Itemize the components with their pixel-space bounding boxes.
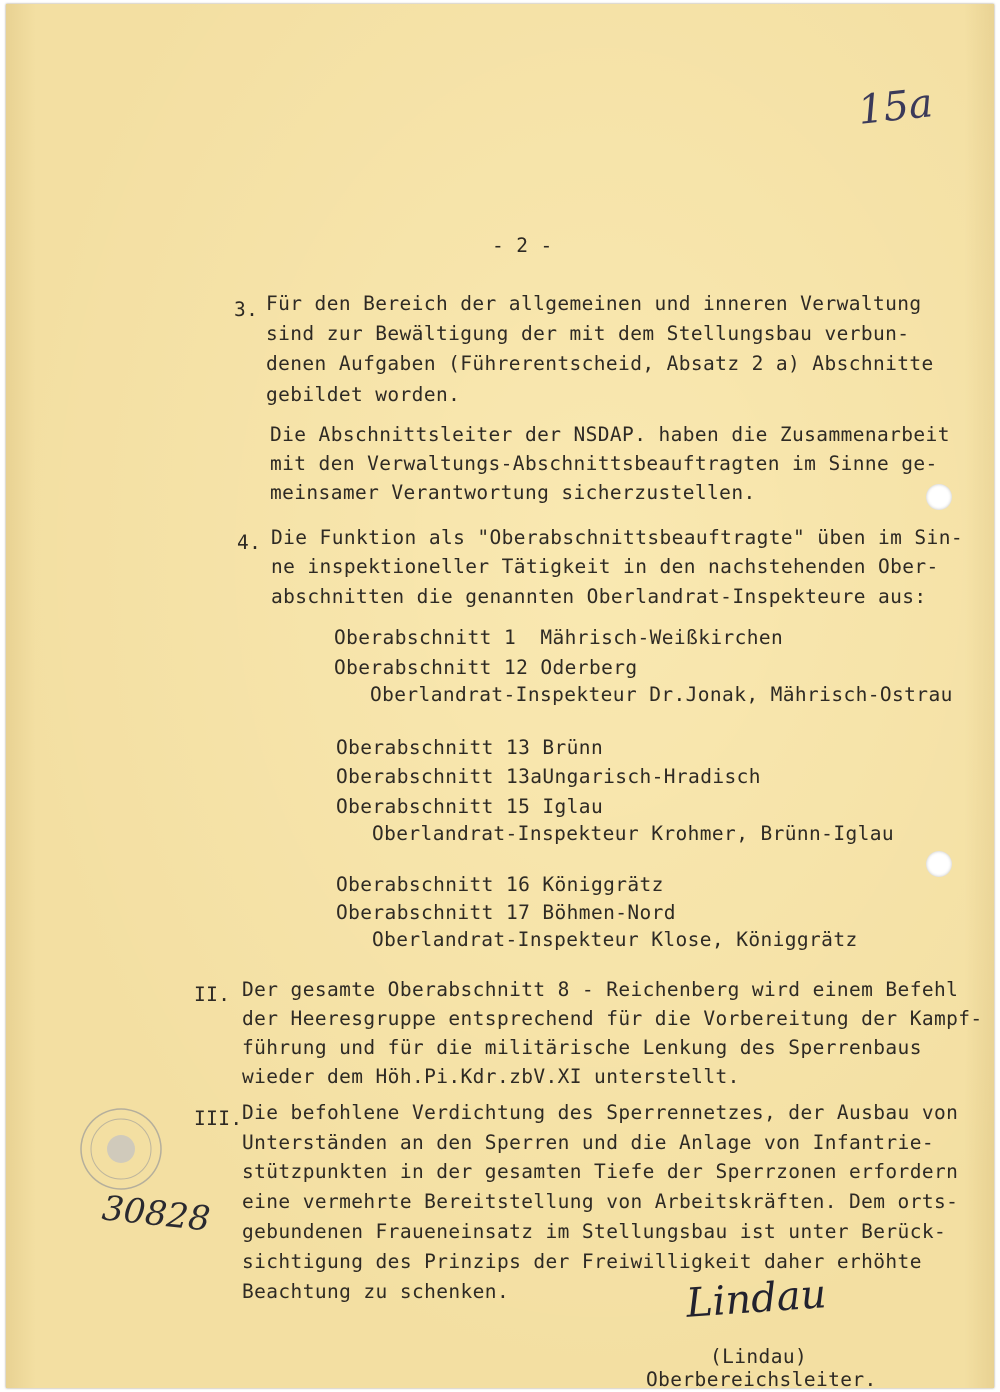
oberabschnitt-entry: Oberabschnitt 16 Königgrätz <box>336 873 664 896</box>
section-III-line: Die befohlene Verdichtung des Sperrennetzes, der Ausbau von <box>242 1101 959 1124</box>
signatory-name: (Lindau) <box>710 1345 808 1368</box>
oberabschnitt-entry: Oberabschnitt 1 Mährisch-Weißkirchen <box>334 626 784 649</box>
section-3-number: 3. <box>234 298 259 321</box>
oberabschnitt-entry: Oberabschnitt 13 Brünn <box>336 736 604 759</box>
section-II-line: der Heeresgruppe entsprechend für die Vorbereitung der Kampf- <box>242 1007 983 1030</box>
inspector-line: Oberlandrat-Inspekteur Krohmer, Brünn-Iglau <box>372 822 895 845</box>
section-III-line: Beachtung zu schenken. <box>242 1280 510 1303</box>
section-III-line: sichtigung des Prinzips der Freiwilligkeit daher erhöhte <box>242 1250 922 1273</box>
punch-hole-upper <box>926 484 952 510</box>
inspector-line: Oberlandrat-Inspekteur Dr.Jonak, Mährisch-Ostrau <box>370 683 953 706</box>
page-number: - 2 - <box>492 234 553 257</box>
section-3-line: sind zur Bewältigung der mit dem Stellungsbau verbun- <box>266 322 910 345</box>
section-III-line: gebundenen Fraueneinsatz im Stellungsbau ist unter Berück- <box>242 1220 947 1243</box>
section-3-para2-line: meinsamer Verantwortung sicherzustellen. <box>270 481 756 504</box>
archive-number: 30828 <box>100 1188 212 1240</box>
section-4-line: abschnitten die genannten Oberlandrat-Inspekteure aus: <box>271 585 927 608</box>
section-3-para2-line: Die Abschnittsleiter der NSDAP. haben die Zusammenarbeit <box>270 423 950 446</box>
archive-stamp <box>76 1104 166 1194</box>
section-3-line: Für den Bereich der allgemeinen und inneren Verwaltung <box>266 292 922 315</box>
oberabschnitt-entry: Oberabschnitt 13aUngarisch-Hradisch <box>336 765 761 788</box>
oberabschnitt-entry: Oberabschnitt 12 Oderberg <box>334 656 638 679</box>
section-3-line: denen Aufgaben (Führerentscheid, Absatz 2 a) Abschnitte <box>266 352 934 375</box>
section-III-number: III. <box>194 1107 243 1130</box>
section-3-para2-line: mit den Verwaltungs-Abschnittsbeauftragten im Sinne ge- <box>270 452 938 475</box>
section-4-line: ne inspektioneller Tätigkeit in den nachstehenden Ober- <box>271 555 939 578</box>
section-II-line: führung und für die militärische Lenkung des Sperrenbaus <box>242 1036 922 1059</box>
section-III-line: Unterständen an den Sperren und die Anlage von Infantrie- <box>242 1131 934 1154</box>
handwritten-signature: Lindau <box>684 1271 828 1327</box>
punch-hole-lower <box>926 851 952 877</box>
oberabschnitt-entry: Oberabschnitt 17 Böhmen-Nord <box>336 901 676 924</box>
signatory-title: Oberbereichsleiter. <box>646 1368 877 1391</box>
section-III-line: stützpunkten in der gesamten Tiefe der Sperrzonen erfordern <box>242 1160 959 1183</box>
section-III-line: eine vermehrte Bereitstellung von Arbeitskräften. Dem orts- <box>242 1190 959 1213</box>
folio-number: 15a <box>855 80 935 134</box>
section-4-number: 4. <box>237 531 262 554</box>
inspector-line: Oberlandrat-Inspekteur Klose, Königgrätz <box>372 928 858 951</box>
document-page <box>6 4 994 1391</box>
section-II-line: Der gesamte Oberabschnitt 8 - Reichenberg wird einem Befehl <box>242 978 959 1001</box>
section-4-line: Die Funktion als "Oberabschnittsbeauftragte" üben im Sin- <box>271 526 963 549</box>
section-II-number: II. <box>194 983 231 1006</box>
section-II-line: wieder dem Höh.Pi.Kdr.zbV.XI unterstellt. <box>242 1065 740 1088</box>
oberabschnitt-entry: Oberabschnitt 15 Iglau <box>336 795 604 818</box>
section-3-line: gebildet worden. <box>266 383 461 406</box>
